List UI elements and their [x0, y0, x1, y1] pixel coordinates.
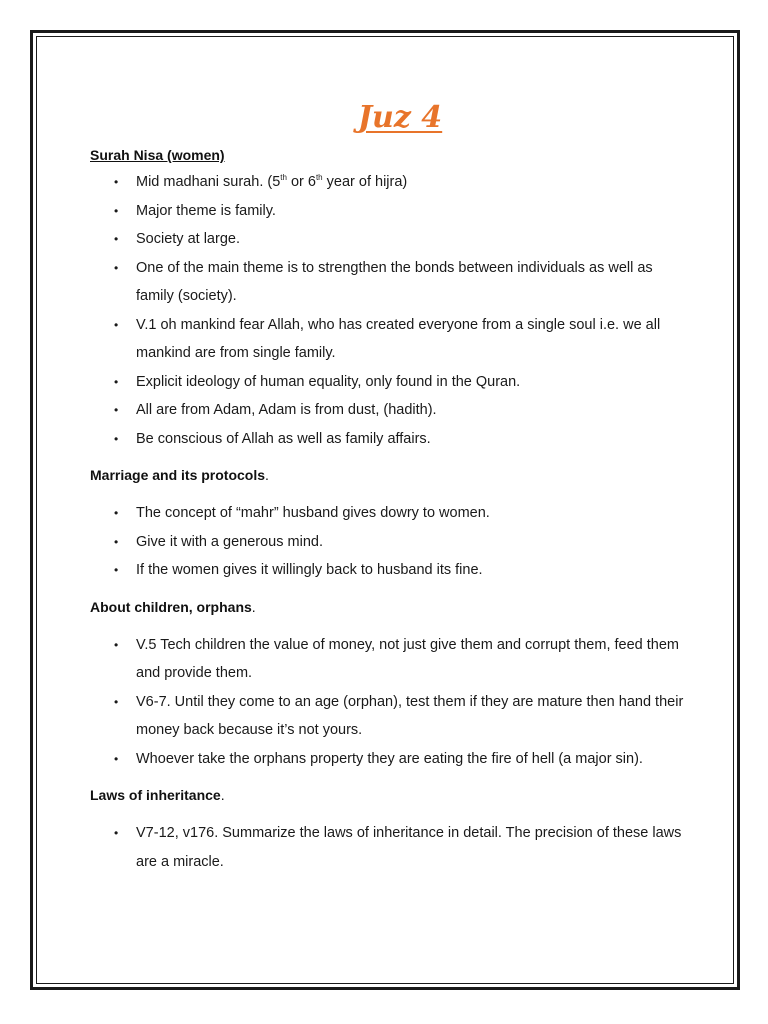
list-item: • V.1 oh mankind fear Allah, who has created everyone from a single soul i.e. we all mankind are from single family. — [90, 311, 690, 368]
bullet-icon: • — [114, 534, 119, 549]
list-item: • Mid madhani surah. (5th or 6th year of hijra) — [90, 168, 690, 197]
list-item: • V7-12, v176. Summarize the laws of inheritance in detail. The precision of these laws are a miracle. — [90, 819, 690, 876]
bullet-icon: • — [114, 317, 119, 332]
bullet-icon: • — [114, 694, 119, 709]
list-item: • Explicit ideology of human equality, only found in the Quran. — [90, 368, 690, 397]
list-item: • All are from Adam, Adam is from dust, (hadith). — [90, 396, 690, 425]
section-heading-marriage: Marriage and its protocols. — [90, 467, 269, 483]
list-item: • Society at large. — [90, 225, 690, 254]
list-marriage — [90, 499, 690, 585]
bullet-icon: • — [114, 232, 119, 246]
document-body — [90, 100, 690, 876]
list-item: • V6-7. Until they come to an age (orphan), test them if they are mature then hand their money back because it’s not yours. — [90, 688, 690, 745]
bullet-icon: • — [114, 403, 119, 417]
list-item: • Whoever take the orphans property they are eating the fire of hell (a major sin). — [90, 745, 690, 774]
bullet-icon: • — [114, 260, 119, 275]
bullet-icon: • — [114, 637, 119, 652]
bullet-icon: • — [114, 826, 119, 840]
list-item: • One of the main theme is to strengthen the bonds between individuals as well as family (society). — [90, 254, 690, 311]
list-item: • Give it with a generous mind. — [90, 528, 690, 557]
bullet-icon: • — [114, 506, 119, 520]
bullet-icon: • — [114, 563, 119, 577]
bullet-icon: • — [114, 175, 119, 189]
list-inheritance — [90, 819, 690, 876]
list-children — [90, 631, 690, 774]
bullet-icon: • — [114, 374, 119, 389]
list-item: • If the women gives it willingly back to husband its fine. — [90, 556, 690, 585]
list-item: • Major theme is family. — [90, 197, 690, 226]
bullet-icon: • — [114, 203, 119, 218]
bullet-icon: • — [114, 751, 119, 766]
section-heading-surah-nisa: Surah Nisa (women) — [90, 147, 225, 163]
list-item: • The concept of “mahr” husband gives dowry to women. — [90, 499, 690, 528]
bullet-icon: • — [114, 431, 119, 446]
section-heading-inheritance: Laws of inheritance. — [90, 787, 225, 803]
list-surah-nisa — [90, 168, 690, 453]
page-title: Juz 4 — [357, 100, 443, 135]
list-item: • V.5 Tech children the value of money, not just give them and corrupt them, feed them and provide them. — [90, 631, 690, 688]
section-heading-children: About children, orphans. — [90, 598, 256, 615]
list-item: • Be conscious of Allah as well as family affairs. — [90, 425, 690, 454]
